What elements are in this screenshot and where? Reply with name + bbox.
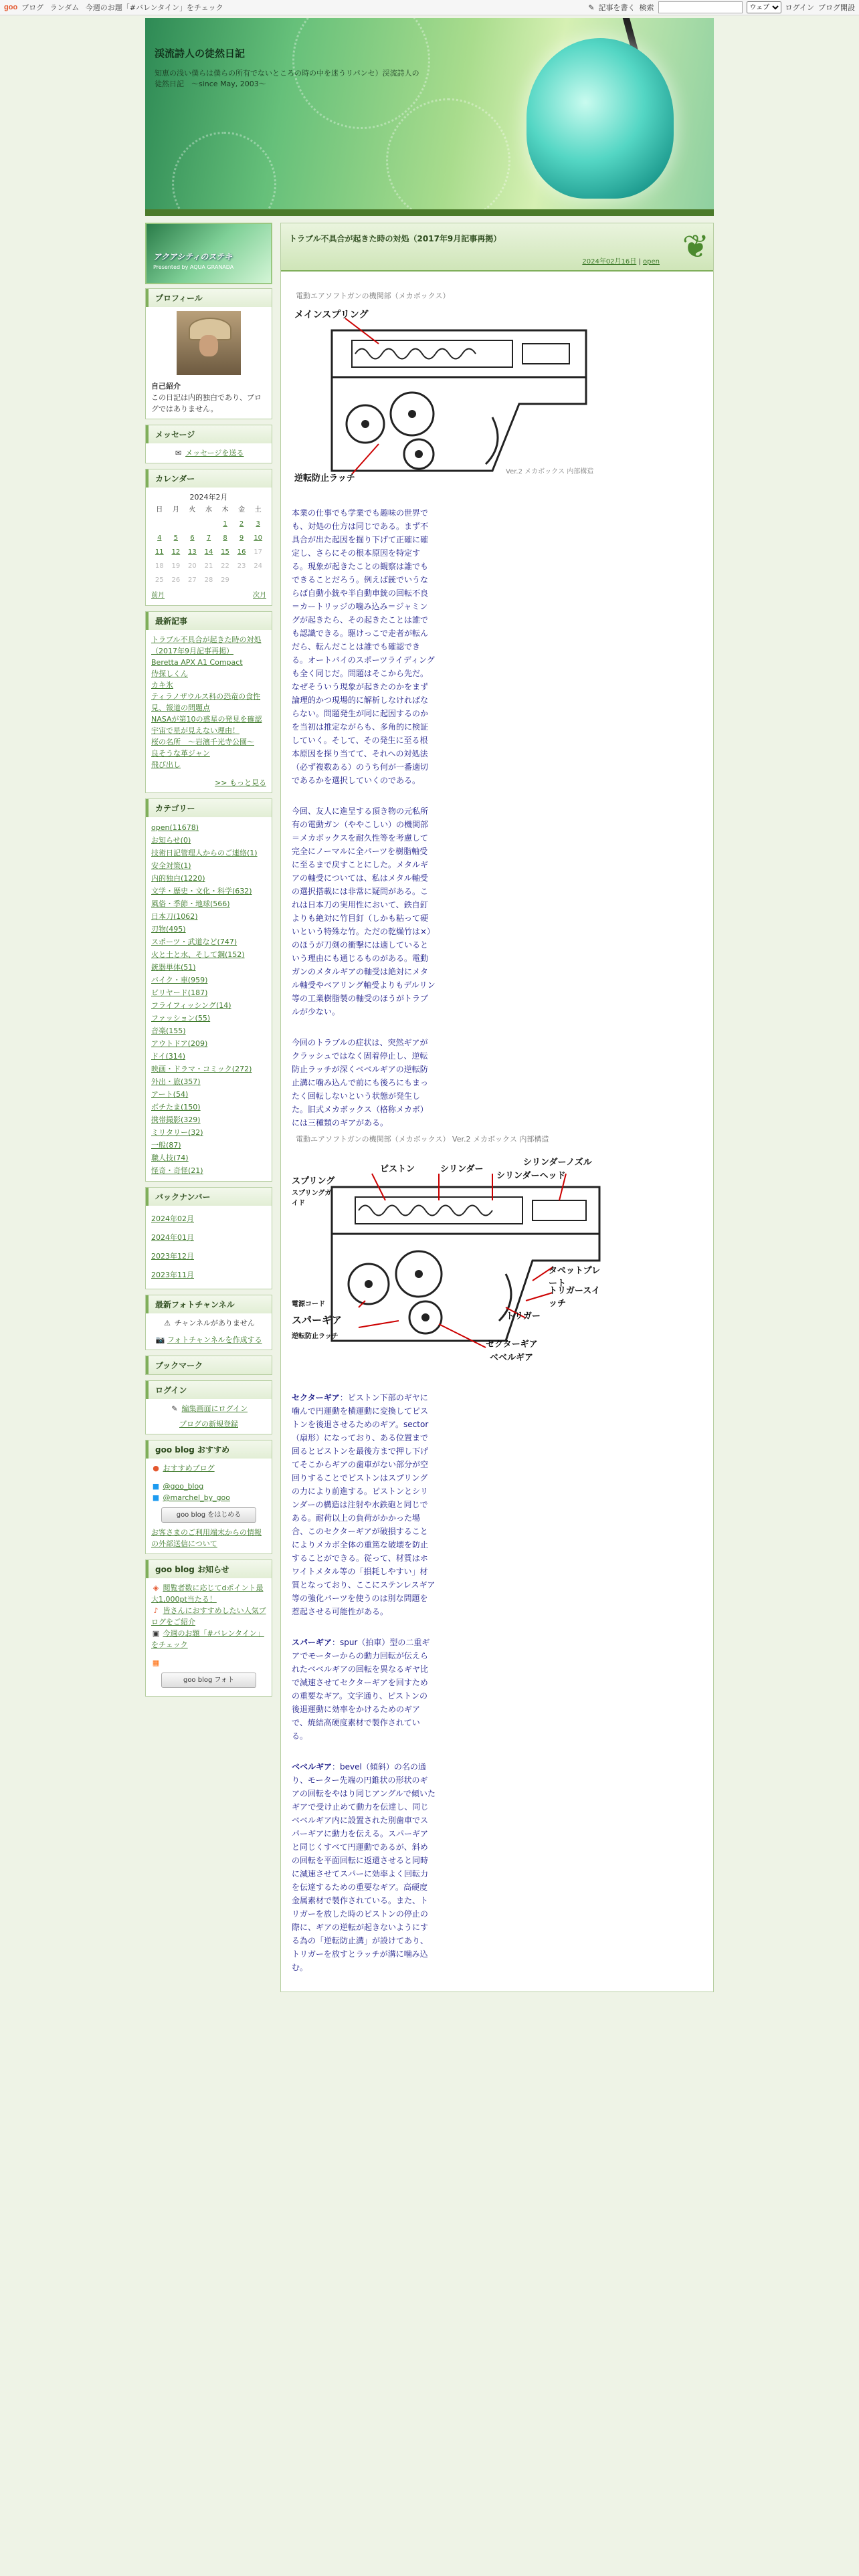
recommend-box bbox=[145, 1440, 272, 1554]
sidebar bbox=[145, 223, 272, 1992]
sidebar-banner[interactable] bbox=[145, 223, 272, 284]
recent-post-link[interactable]: 良そうな革ジャン bbox=[151, 749, 210, 758]
weekday: 水 bbox=[205, 506, 212, 514]
calendar-day[interactable]: 15 bbox=[221, 548, 229, 556]
blog-header bbox=[145, 18, 714, 216]
calendar-day[interactable]: 9 bbox=[239, 534, 244, 542]
login-box bbox=[145, 1380, 272, 1434]
lace-pattern bbox=[386, 98, 510, 216]
message-box bbox=[145, 425, 272, 463]
calendar-body bbox=[146, 488, 272, 605]
calendar-nav bbox=[151, 590, 266, 601]
calendar-day[interactable]: 10 bbox=[254, 534, 263, 542]
category-link[interactable]: open(11678) bbox=[151, 823, 199, 832]
calendar-day[interactable]: 2 bbox=[239, 520, 244, 528]
fig2-label: シリンダーヘッド bbox=[496, 1171, 566, 1181]
calendar-table bbox=[151, 503, 266, 587]
calendar-week bbox=[151, 517, 266, 531]
category-link[interactable]: ドイ(314) bbox=[151, 1052, 186, 1061]
login-heading: ログイン bbox=[146, 1381, 272, 1399]
meta-separator: | bbox=[638, 258, 644, 265]
calendar-heading: カレンダー bbox=[146, 469, 272, 488]
news-body bbox=[146, 1578, 272, 1696]
news-link[interactable]: 今週のお題「#バレンタイン」をチェック bbox=[151, 1629, 264, 1649]
calendar-day[interactable]: 8 bbox=[223, 534, 227, 542]
gearbox-diagram-1 bbox=[292, 304, 606, 491]
twitter-icon: ■ bbox=[152, 1482, 160, 1491]
calendar-day[interactable]: 4 bbox=[157, 534, 162, 542]
twitter-row bbox=[151, 1481, 266, 1492]
calendar-week bbox=[151, 573, 266, 587]
category-link[interactable]: アート(54) bbox=[151, 1090, 189, 1099]
calendar-month: 2024年2月 bbox=[189, 493, 228, 502]
more-posts-link[interactable]: >> もっと見る bbox=[215, 778, 266, 787]
banner-subtitle: Presented by AQUA GRANADA bbox=[153, 264, 234, 270]
gearbox-diagram-2 bbox=[292, 1147, 633, 1374]
face-graphic bbox=[199, 335, 218, 356]
entry-category-link[interactable]: open bbox=[643, 258, 660, 265]
paragraph: 本業の仕事でも学業でも趣味の世界でも、対処の仕方は同じである。まず不具合が出た起因を掘り下げて正確に確定し、さらにその根本原因を特定する。現象が起きたことの観察は誰でもできることだろう。例えば銃でいうならば自動小銃や半自動車銃の回転不良＝カートリッジの噛み込み＝ジャミングが起きたら、その起きたことは誰でも認識できる。駆けっこで走者が転んだら、転んだことは誰でも確認できる。オートバイのスポーツライディングも全く同じだ。問題はそこから先だ。なぜそういう現象が起きたのかをまず論理的かつ現場的に解析しなければならない。問題発生が同に起因するのかを当初は推定ながらも、多角的に検証していく。そして、その発生に至る根本原因を探り当てて、それへの対処法（必ず複数ある）のうち何が一番適切であるかを選択していくのである。 bbox=[292, 508, 435, 785]
backnumber-heading: バックナンバー bbox=[146, 1188, 272, 1206]
search-scope-select[interactable] bbox=[747, 1, 781, 13]
calendar-week bbox=[151, 559, 266, 573]
rss-icon[interactable]: ▦ bbox=[152, 1658, 160, 1667]
calendar-day[interactable]: 6 bbox=[190, 534, 195, 542]
envelope-icon: ✉ bbox=[175, 449, 182, 457]
category-link[interactable]: 内的独白(1220) bbox=[151, 874, 205, 883]
category-heading: カテゴリー bbox=[146, 799, 272, 817]
calendar-day: 26 bbox=[171, 576, 181, 584]
pencil-icon: ✎ bbox=[588, 3, 595, 12]
category-box bbox=[145, 798, 272, 1182]
search-input[interactable] bbox=[658, 1, 743, 13]
header-title-box bbox=[155, 46, 422, 90]
recent-post-link[interactable]: カキ氷 bbox=[151, 681, 173, 689]
pencil-icon: ✎ bbox=[171, 1404, 178, 1413]
fig2-label: スパーギア bbox=[292, 1314, 343, 1326]
news-link[interactable]: 皆さんにおすすめしたい人気ブログをご紹介 bbox=[151, 1606, 266, 1626]
term-bevel-gear: ベベルギア bbox=[292, 1762, 332, 1772]
calendar-box bbox=[145, 469, 272, 606]
fig1-label-version: Ver.2 メカボックス 内部構造 bbox=[506, 468, 594, 475]
fig1-label-latch: 逆転防止ラッチ bbox=[294, 473, 355, 484]
shaved-ice-glass-graphic bbox=[527, 38, 674, 199]
top-links bbox=[21, 2, 227, 13]
category-link[interactable]: 職人技(74) bbox=[151, 1154, 189, 1162]
fig2-label: 電源コード bbox=[292, 1301, 325, 1308]
category-link[interactable]: 技術日記管理人からのご連絡(1) bbox=[151, 849, 258, 857]
message-body bbox=[146, 443, 272, 463]
backnumber-body bbox=[146, 1206, 272, 1289]
photo-channel-box bbox=[145, 1295, 272, 1350]
goo-logo[interactable]: goo bbox=[4, 3, 18, 11]
recent-post-link[interactable]: Beretta APX A1 Compact bbox=[151, 658, 243, 667]
calendar-day: 19 bbox=[171, 562, 181, 570]
goo-photo-button[interactable]: goo blog フォト bbox=[161, 1673, 256, 1688]
recent-post-link[interactable]: 桜の名所 〜岩濱千光寺公園〜 bbox=[151, 738, 254, 746]
category-link[interactable]: 外出・旅(357) bbox=[151, 1077, 201, 1086]
fig2-label: セクターギア bbox=[486, 1339, 538, 1350]
create-channel-row bbox=[151, 1334, 266, 1346]
category-link[interactable]: 銃器単体(51) bbox=[151, 963, 196, 972]
entry-header bbox=[281, 223, 713, 272]
calendar-day: 23 bbox=[237, 562, 246, 570]
fig2-label: ピストン bbox=[380, 1164, 415, 1174]
photo-channel-heading: 最新フォトチャンネル bbox=[146, 1295, 272, 1313]
term-sector-gear: セクターギア bbox=[292, 1393, 340, 1402]
leaf-icon: ❦ bbox=[682, 228, 709, 265]
mechbox-figure-2 bbox=[292, 1134, 606, 1376]
category-link[interactable]: ボチたま(150) bbox=[151, 1103, 201, 1111]
fig2-label: スプリング bbox=[292, 1176, 335, 1186]
create-channel-link[interactable]: フォトチャンネルを作成する bbox=[167, 1335, 262, 1344]
twitter-link-goo-blog[interactable]: @goo_blog bbox=[163, 1482, 204, 1491]
calendar-day: 28 bbox=[204, 576, 213, 584]
calendar-weekday-row bbox=[151, 503, 266, 517]
entry-date-link[interactable]: 2024年02月16日 bbox=[582, 258, 637, 265]
fig2-label: シリンダー bbox=[440, 1164, 484, 1174]
term-spur-gear: スパーギア bbox=[292, 1638, 332, 1647]
recommend-link[interactable]: おすすめブログ bbox=[163, 1464, 215, 1473]
calendar-day: 21 bbox=[204, 562, 213, 570]
register-link[interactable]: ブログの新規登録 bbox=[179, 1420, 238, 1428]
external-info-link[interactable]: お客さまのご利用端末からの情報の外部送信について bbox=[151, 1528, 262, 1548]
recent-posts-heading: 最新記事 bbox=[146, 612, 272, 630]
recent-posts-box bbox=[145, 611, 272, 793]
news-link[interactable]: 閲覧者数に応じてdポイント最大1,000pt当たる！ bbox=[151, 1584, 264, 1604]
profile-body bbox=[146, 307, 272, 419]
calendar-day[interactable]: 5 bbox=[173, 534, 179, 542]
backnumber-link[interactable]: 2023年12月 bbox=[151, 1252, 194, 1261]
calendar-day: 25 bbox=[155, 576, 164, 584]
category-link[interactable]: 携帯撮影(329) bbox=[151, 1115, 201, 1124]
bullet-icon: ● bbox=[153, 1464, 159, 1473]
news-row bbox=[151, 1605, 266, 1628]
calendar-day: 22 bbox=[221, 562, 229, 570]
banner-title: アクアシティのステキ bbox=[153, 252, 232, 261]
fig2-label: トリガースイッチ bbox=[549, 1286, 600, 1309]
avatar bbox=[177, 311, 241, 375]
calendar-day[interactable]: 14 bbox=[204, 548, 213, 556]
fig2-label: トリガー bbox=[506, 1311, 541, 1321]
paragraph-text: ：ピストン下部のギヤに噛んで円運動を横運動に変換してピストンを後退させるためのギア。sector（扇形）になっており、ある位置まで回るとピストンを最後方まで押し下げてそこからギアの歯車がない部分が空回りすることでピストンはスプリングの力により前進する。ピストンとシリンダーの構造は注射や水鉄砲と同じである。耐荷以上の負荷がかかった場合、このセクターギアが破損することによりメカボ全体の重篤な破壊を防止することができる。従って、材質はホワイトメタル等の「損耗しやすい」材質となっており、ここにステンレスギア等の強化パーツを使うのは別な問題を惹起させる可能性がある。 bbox=[292, 1393, 436, 1616]
send-message-link[interactable]: メッセージを送る bbox=[185, 449, 244, 457]
weekday: 木 bbox=[221, 506, 229, 514]
category-body bbox=[146, 817, 272, 1181]
fig2-label: ベベルギア bbox=[490, 1353, 534, 1363]
no-channel-text: チャンネルがありません bbox=[174, 1319, 255, 1327]
news-heading: goo blog お知らせ bbox=[146, 1560, 272, 1578]
bookmark-heading: ブックマーク bbox=[146, 1356, 272, 1374]
warning-icon: ⚠ bbox=[164, 1319, 171, 1327]
calendar-day[interactable]: 12 bbox=[171, 548, 181, 556]
calendar-week bbox=[151, 545, 266, 559]
calendar-day: 27 bbox=[188, 576, 197, 584]
backnumber-link[interactable]: 2024年01月 bbox=[151, 1233, 194, 1242]
backnumber-box bbox=[145, 1187, 272, 1289]
recent-post-link[interactable]: 侍探しくん bbox=[151, 669, 188, 678]
calendar-day bbox=[201, 517, 217, 531]
news-box bbox=[145, 1560, 272, 1697]
mechbox-figure-1 bbox=[292, 290, 606, 493]
calendar-day bbox=[250, 573, 266, 587]
fig2-label: 逆転防止ラッチ bbox=[292, 1333, 339, 1340]
write-link[interactable]: 記事を書く bbox=[598, 3, 636, 12]
fig1-label-spring: メインスプリング bbox=[294, 310, 369, 320]
fig2-label: タペットプレート bbox=[549, 1266, 601, 1289]
lace-pattern bbox=[172, 132, 276, 216]
recent-post-link[interactable]: ティラノザウルス科の恐竜の食性見、報道の問題点 bbox=[151, 692, 261, 712]
calendar-day bbox=[168, 517, 185, 531]
top-link-blog[interactable]: ブログ bbox=[21, 3, 44, 12]
start-blog-button[interactable]: goo blog をはじめる bbox=[161, 1507, 256, 1523]
site-title[interactable]: 渓流詩人の徒然日記 bbox=[155, 47, 246, 60]
note-icon: ♪ bbox=[153, 1606, 159, 1615]
intro-label: 自己紹介 bbox=[151, 382, 181, 391]
top-bar bbox=[0, 0, 859, 15]
calendar-day[interactable]: 1 bbox=[223, 520, 227, 528]
calendar-day[interactable]: 3 bbox=[256, 520, 260, 528]
columns bbox=[145, 223, 714, 1992]
category-link[interactable]: お知らせ(0) bbox=[151, 836, 191, 845]
calendar-day bbox=[184, 517, 201, 531]
recommend-heading: goo blog おすすめ bbox=[146, 1440, 272, 1459]
news-row bbox=[151, 1582, 266, 1605]
backnumber-link[interactable]: 2024年02月 bbox=[151, 1214, 194, 1223]
edit-login-link[interactable]: 編集画面にログイン bbox=[181, 1404, 248, 1413]
camera-icon: 📷 bbox=[155, 1335, 165, 1344]
category-link[interactable]: 怪奇・奇怪(21) bbox=[151, 1166, 203, 1175]
entry-meta bbox=[582, 255, 660, 265]
calendar-day: 29 bbox=[221, 576, 229, 584]
login-link[interactable]: ログイン bbox=[785, 3, 814, 12]
top-link-random[interactable]: ランダム bbox=[50, 3, 80, 12]
twitter-icon: ■ bbox=[152, 1493, 160, 1502]
present-icon: ▣ bbox=[152, 1629, 160, 1638]
calendar-day[interactable]: 11 bbox=[155, 548, 164, 556]
fig2-label: シリンダーノズル bbox=[523, 1158, 592, 1168]
news-row bbox=[151, 1628, 266, 1650]
calendar-day bbox=[151, 517, 168, 531]
open-blog-link[interactable]: ブログ開設 bbox=[818, 3, 855, 12]
backnumber-link[interactable]: 2023年11月 bbox=[151, 1271, 194, 1279]
category-link[interactable]: アウトドア(209) bbox=[151, 1039, 208, 1048]
recent-post-link[interactable]: 飛び出し bbox=[151, 760, 181, 769]
paragraph-text: ：bevel（傾斜）の名の通り、モーター先端の円錐状の形状のギアの回転をやはり同じアングルで傾いたギアで受け止めて動力を伝達し、同じベベルギア内に設置された別歯車でスパーギアに動力を伝える。スパーギアと同じくすべて円運動であるが、斜めの回転を平面回転に返還させると同時に減速させてスパーに効率よく回転力を伝達するための重要なギア。高硬度金属素材で製作されている。また、トリガーを放した時のピストンの停止の際に、ギアの逆転が起きないようにする為の「逆転防止溝」が設けてあり、トリガーを放すとラッチが溝に噛み込む。 bbox=[292, 1762, 436, 1972]
no-channel-row bbox=[151, 1317, 266, 1329]
category-link[interactable]: スポーツ・武道など(747) bbox=[151, 938, 237, 946]
profile-box bbox=[145, 288, 272, 419]
weekday: 金 bbox=[238, 506, 246, 514]
category-link[interactable]: ビリヤード(187) bbox=[151, 988, 208, 997]
entry-body-2 bbox=[292, 1391, 436, 1974]
paragraph bbox=[292, 1760, 436, 1974]
paragraph-text: ：spur（拍車）型の二重ギアでモーターからの動力回転が伝えられたベベルギアの回転を異なるギヤ比で減速させてセクターギアを回すための重要なギア。文字通り、ピストンの後退運動に効率をかけるためのギアで、焼結高硬度素材で製作されている。 bbox=[292, 1638, 430, 1741]
category-link[interactable]: 安全対策(1) bbox=[151, 861, 191, 870]
calendar-day: 17 bbox=[254, 548, 263, 556]
figure-caption: 電動エアソフトガンの機関部（メカボックス） bbox=[296, 292, 450, 300]
recent-post-link[interactable]: NASAが第10の惑星の発見を確認 bbox=[151, 715, 262, 724]
entry-title[interactable]: トラブル不具合が起きた時の対処（2017年9月記事再掲） bbox=[289, 234, 502, 243]
recent-post-link[interactable]: トラブル不具合が起きた時の対処（2017年9月記事再掲） bbox=[151, 635, 262, 655]
category-link[interactable]: 風俗・季節・地球(566) bbox=[151, 899, 230, 908]
category-link[interactable]: バイク・車(959) bbox=[151, 976, 208, 984]
photo-channel-body bbox=[146, 1313, 272, 1350]
calendar-day[interactable]: 16 bbox=[237, 548, 246, 556]
recommend-body bbox=[146, 1459, 272, 1553]
profile-heading: プロフィール bbox=[146, 289, 272, 307]
category-link[interactable]: 刃物(495) bbox=[151, 925, 186, 934]
bookmark-box bbox=[145, 1356, 272, 1375]
fig2-label: スプリングガイド bbox=[292, 1190, 332, 1207]
edit-login-row bbox=[151, 1403, 266, 1414]
weekday: 月 bbox=[172, 506, 179, 514]
next-month-link[interactable]: 次月 bbox=[253, 592, 266, 599]
rss-row bbox=[151, 1657, 266, 1669]
category-link[interactable]: 映画・ドラマ・コミック(272) bbox=[151, 1065, 252, 1073]
site-description: 知恵の浅い僕らは僕らの所有でないところの時の中を迷うリパンセ）渓流詩人の徒然日記 〜since May, 2003〜 bbox=[155, 69, 419, 88]
recent-post-link[interactable]: 宇宙で星が見えない理由！ bbox=[151, 726, 240, 735]
paragraph: 今回、友人に進呈する頂き物の元私所有の電動ガン（ややこしい）の機関部＝メカボックスを耐久性等を考慮して完全にノーマルに全パーツを樹脂軸受に至るまで戻すことにした。メタルギアの軸受については、私はメタル軸受の選択搭載には非常に疑問がある。これは日本刀の実用性において、鉄自釘よりも絶対に竹目釘（しかも粘って硬いという特殊な竹。ただの乾燥竹は×）のほうが刀剣の衝撃には適しているという理由にも通じるものがある。電動ガンのメタルギアの軸受は絶対にメタル軸受やベアリング軸受よりもデルリン等の工業樹脂製の軸受のほうがトラブルが少ない。 bbox=[292, 807, 436, 1016]
page-wrapper bbox=[145, 18, 714, 1992]
recommend-row bbox=[151, 1463, 266, 1474]
weekday: 土 bbox=[254, 506, 262, 514]
search-label: 検索 bbox=[639, 3, 654, 12]
category-link[interactable]: フライフィッシング(14) bbox=[151, 1001, 231, 1010]
intro-text: この日記は内的独白であり、ブログではありません。 bbox=[151, 393, 262, 413]
entry-body bbox=[292, 506, 436, 1130]
prev-month-link[interactable]: 前月 bbox=[151, 592, 165, 599]
calendar-day[interactable]: 7 bbox=[206, 534, 211, 542]
twitter-row bbox=[151, 1492, 266, 1503]
calendar-day[interactable]: 13 bbox=[188, 548, 197, 556]
message-heading: メッセージ bbox=[146, 425, 272, 443]
main-content bbox=[280, 223, 714, 1992]
calendar-day: 20 bbox=[188, 562, 197, 570]
paragraph bbox=[292, 1636, 436, 1743]
weekday: 日 bbox=[156, 506, 163, 514]
top-link-theme[interactable]: 今週のお題「#バレンタイン」をチェック bbox=[85, 3, 223, 12]
category-link[interactable]: 日本刀(1062) bbox=[151, 912, 198, 921]
recent-posts-body bbox=[146, 630, 272, 792]
twitter-link-marchel[interactable]: @marchel_by_goo bbox=[163, 1493, 231, 1502]
category-link[interactable]: 文学・歴史・文化・科学(632) bbox=[151, 887, 252, 895]
category-link[interactable]: ファッション(55) bbox=[151, 1014, 211, 1023]
category-link[interactable]: 火と土と水、そして鋼(152) bbox=[151, 950, 245, 959]
calendar-day bbox=[233, 573, 250, 587]
login-body bbox=[146, 1399, 272, 1434]
paragraph bbox=[292, 1391, 436, 1618]
category-link[interactable]: 一般(87) bbox=[151, 1141, 181, 1150]
category-link[interactable]: 音楽(155) bbox=[151, 1027, 186, 1035]
paragraph: 今回のトラブルの症状は、突然ギアがクラッシュではなく固着停止し、逆転防止ラッチが深くベベルギアの逆転防止溝に噛み込んで前にも後ろにもまったく回転しないという状態が発生した。旧式メカボックス（格称メカボ）には三種類のギアがある。 bbox=[292, 1038, 429, 1128]
gift-icon: ◈ bbox=[153, 1584, 159, 1592]
calendar-day: 24 bbox=[254, 562, 263, 570]
category-link[interactable]: ミリタリー(32) bbox=[151, 1128, 203, 1137]
calendar-week bbox=[151, 531, 266, 545]
top-right bbox=[588, 1, 855, 13]
calendar-day: 18 bbox=[155, 562, 164, 570]
figure-caption: 電動エアソフトガンの機関部（メカボックス） Ver.2 メカボックス 内部構造 bbox=[296, 1135, 549, 1144]
weekday: 火 bbox=[189, 506, 196, 514]
